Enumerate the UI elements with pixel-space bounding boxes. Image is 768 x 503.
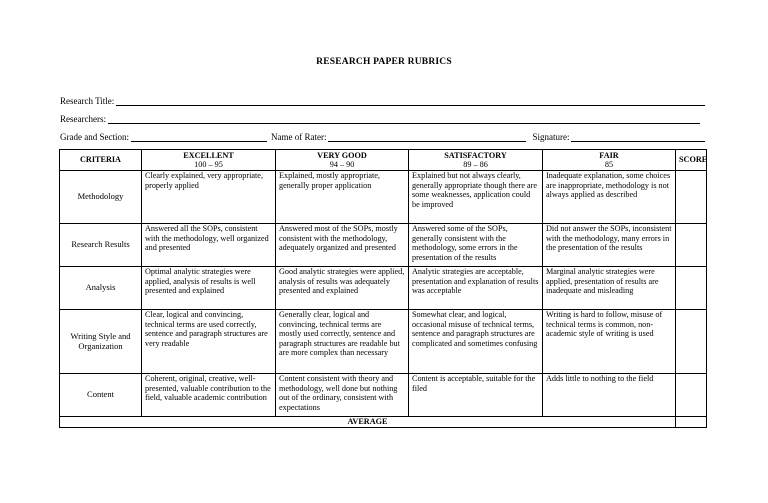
average-score-cell[interactable]	[676, 417, 707, 428]
score-cell[interactable]	[676, 171, 707, 224]
satisfactory-cell: Explained but not always clearly, generally appropriate though there are some weaknesses, application could be improved	[409, 171, 543, 224]
grade-section-label: Grade and Section:	[60, 132, 129, 142]
rubric-row-writing-style	[60, 310, 707, 374]
criteria-cell: Content	[60, 374, 142, 417]
excellent-cell: Clearly explained, very appropriate, properly applied	[142, 171, 276, 224]
average-row	[60, 417, 707, 428]
score-cell[interactable]	[676, 310, 707, 374]
excellent-cell: Coherent, original, creative, well-presented, valuable contribution to the field, valuable academic contribution	[142, 374, 276, 417]
very-good-cell: Good analytic strategies were applied, analysis of results was adequately presented and explained	[276, 267, 409, 310]
fair-cell: Inadequate explanation, some choices are inappropriate, methodology is not always applied as described	[543, 171, 676, 224]
name-of-rater-blank[interactable]	[328, 134, 526, 142]
satisfactory-header	[409, 150, 543, 171]
researchers-line	[60, 114, 700, 124]
research-title-label: Research Title:	[60, 96, 115, 106]
excellent-cell: Answered all the SOPs, consistent with the methodology, well organized and presented	[142, 224, 276, 267]
fair-range: 85	[604, 160, 614, 169]
score-cell[interactable]	[676, 224, 707, 267]
fair-header	[543, 150, 676, 171]
criteria-header: CRITERIA	[60, 150, 142, 171]
very-good-label: VERY GOOD	[317, 150, 367, 160]
rubric-row-research-results	[60, 224, 707, 267]
signature-blank[interactable]	[571, 134, 705, 142]
criteria-cell: Writing Style and Organization	[60, 310, 142, 374]
very-good-cell: Generally clear, logical and convincing, technical terms are mostly used correctly, sentence and paragraph structures are readable but are more complex than necessary	[276, 310, 409, 374]
researchers-label: Researchers:	[60, 114, 106, 124]
fair-cell: Writing is hard to follow, misuse of technical terms is common, non-academic style of writing is used	[543, 310, 676, 374]
signature-label: Signature:	[532, 132, 570, 142]
average-label: AVERAGE	[60, 417, 676, 428]
criteria-cell: Analysis	[60, 267, 142, 310]
excellent-range: 100 – 95	[194, 160, 223, 169]
header-row	[60, 150, 707, 171]
score-cell[interactable]	[676, 374, 707, 417]
rubric-row-methodology	[60, 171, 707, 224]
researchers-blank[interactable]	[108, 116, 700, 124]
research-title-line	[60, 96, 705, 106]
very-good-header	[276, 150, 409, 171]
rubric-table	[59, 149, 707, 428]
fair-cell: Marginal analytic strategies were applied, presentation of results are inadequate and misleading	[543, 267, 676, 310]
fair-cell: Did not answer the SOPs, inconsistent with the methodology, many errors in the presentation of the results	[543, 224, 676, 267]
very-good-cell: Content consistent with theory and methodology, well done but nothing out of the ordinary, consistent with expectations	[276, 374, 409, 417]
grade-rater-signature-line	[60, 132, 705, 142]
excellent-cell: Clear, logical and convincing, technical terms are used correctly, sentence and paragraph structures are very readable	[142, 310, 276, 374]
document-title: RESEARCH PAPER RUBRICS	[316, 57, 452, 67]
grade-section-blank[interactable]	[131, 134, 267, 142]
research-title-blank[interactable]	[116, 98, 705, 106]
excellent-label: EXCELLENT	[183, 150, 234, 160]
satisfactory-range: 89 – 86	[463, 160, 488, 169]
score-header: SCORE	[676, 150, 707, 171]
satisfactory-cell: Somewhat clear, and logical, occasional misuse of technical terms, sentence and paragraph structures are complicated and sometimes confusing	[409, 310, 543, 374]
excellent-cell: Optimal analytic strategies were applied, analysis of results is well presented and explained	[142, 267, 276, 310]
rubric-row-analysis	[60, 267, 707, 310]
very-good-cell: Answered most of the SOPs, mostly consistent with the methodology, adequately organized and presented	[276, 224, 409, 267]
criteria-cell: Methodology	[60, 171, 142, 224]
very-good-cell: Explained, mostly appropriate, generally proper application	[276, 171, 409, 224]
satisfactory-label: SATISFACTORY	[444, 150, 507, 160]
satisfactory-cell: Content is acceptable, suitable for the filed	[409, 374, 543, 417]
rubric-row-content	[60, 374, 707, 417]
name-of-rater-label: Name of Rater:	[270, 132, 327, 142]
score-cell[interactable]	[676, 267, 707, 310]
satisfactory-cell: Answered some of the SOPs, generally consistent with the methodology, some errors in the presentation of the results	[409, 224, 543, 267]
very-good-range: 94 – 90	[329, 160, 355, 169]
fair-label: FAIR	[599, 150, 619, 160]
criteria-cell: Research Results	[60, 224, 142, 267]
fair-cell: Adds little to nothing to the field	[543, 374, 676, 417]
excellent-header	[142, 150, 276, 171]
satisfactory-cell: Analytic strategies are acceptable, presentation and explanation of results was acceptable	[409, 267, 543, 310]
